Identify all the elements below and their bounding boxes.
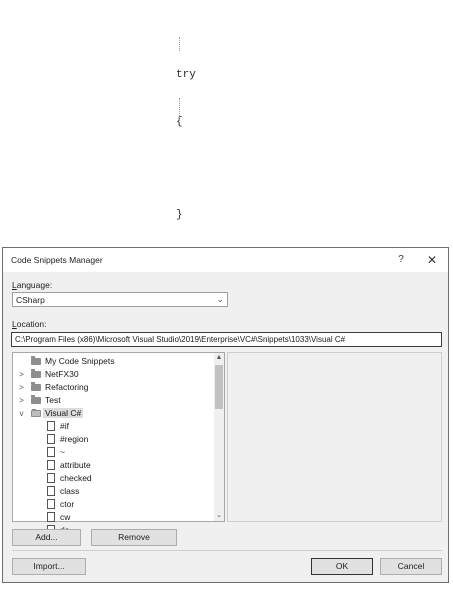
tree-item-label: #if (60, 421, 69, 431)
location-path: C:\Program Files (x86)\Microsoft Visual Studio\2019\Enterprise\VC#\Snippets\1033\Visual C# (15, 335, 346, 344)
title-bar (3, 248, 448, 272)
help-button[interactable]: ? (398, 254, 404, 265)
import-button[interactable] (12, 558, 86, 575)
tree-item-label: NetFX30 (45, 369, 79, 379)
tree-item-my-code-snippets[interactable] (13, 355, 213, 368)
tree-item-label: ~ (60, 447, 65, 457)
tree-item-snippet[interactable] (13, 459, 213, 472)
cancel-button[interactable] (380, 558, 442, 575)
scrollbar-thumb[interactable] (215, 365, 223, 409)
tree-item-snippet[interactable] (13, 498, 213, 511)
snippet-tree[interactable] (12, 352, 225, 522)
folder-icon (31, 371, 41, 378)
snippet-description-panel (227, 352, 442, 522)
scroll-up-icon[interactable]: ▲ (215, 354, 223, 361)
code-line: try (176, 69, 196, 81)
code-line: { (176, 115, 183, 128)
chevron-right-icon[interactable]: > (19, 396, 24, 405)
tree-item-netfx30[interactable] (13, 368, 213, 381)
location-path-field[interactable] (11, 332, 442, 347)
ok-button[interactable] (311, 558, 373, 575)
tree-item-label: attribute (60, 460, 91, 470)
tree-item-snippet[interactable] (13, 485, 213, 498)
tree-item-test[interactable] (13, 394, 213, 407)
tree-item-snippet[interactable] (13, 472, 213, 485)
tree-item-snippet[interactable] (13, 446, 213, 459)
tree-item-label: Refactoring (45, 382, 89, 392)
tree-item-visual-csharp[interactable] (13, 407, 213, 420)
chevron-down-icon[interactable]: v (19, 409, 24, 418)
tree-item-label: My Code Snippets (45, 356, 115, 366)
tree-item-label: #region (60, 434, 89, 444)
tree-item-label: class (60, 486, 80, 496)
chevron-right-icon[interactable]: > (19, 370, 24, 379)
chevron-right-icon[interactable]: > (19, 383, 24, 392)
tree-item-snippet[interactable] (13, 511, 213, 524)
dialog-title: Code Snippets Manager (11, 255, 103, 265)
import-button-label: Import... (33, 561, 65, 571)
folder-icon (31, 384, 41, 391)
remove-button[interactable] (91, 529, 177, 546)
language-label: Language: (12, 280, 53, 290)
add-button[interactable] (12, 529, 81, 546)
snippet-file-icon (47, 486, 55, 496)
snippet-file-icon (47, 421, 55, 431)
tree-item-refactoring[interactable] (13, 381, 213, 394)
tree-item-snippet[interactable] (13, 420, 213, 433)
open-folder-icon (31, 410, 41, 417)
snippet-file-icon (47, 460, 55, 470)
code-snippets-manager-dialog (2, 247, 449, 583)
snippet-file-icon (47, 434, 55, 444)
cancel-button-label: Cancel (397, 561, 425, 571)
language-value: CSharp (16, 295, 45, 305)
indent-guide (179, 37, 180, 51)
tree-item-label: ctor (60, 499, 75, 509)
snippet-file-icon (47, 473, 55, 483)
remove-button-label: Remove (118, 532, 150, 542)
chevron-down-icon: ⌄ (216, 294, 224, 304)
folder-icon (31, 397, 41, 404)
snippet-file-icon (47, 447, 55, 457)
tree-item-label: Test (45, 395, 61, 405)
tree-item-label: checked (60, 473, 92, 483)
code-line (176, 161, 290, 177)
tree-item-snippet[interactable] (13, 433, 213, 446)
tree-scrollbar[interactable] (214, 353, 224, 521)
add-button-label: Add... (35, 532, 58, 542)
tree-item-label: Visual C# (45, 408, 82, 418)
location-label: Location: (12, 319, 47, 329)
language-dropdown[interactable] (12, 292, 228, 307)
snippet-file-icon (47, 499, 55, 509)
close-button[interactable]: ✕ (426, 253, 438, 267)
tree-item-label: cw (60, 512, 71, 522)
divider (12, 550, 442, 551)
snippet-file-icon (47, 512, 55, 522)
folder-icon (31, 358, 41, 365)
scroll-down-icon[interactable]: ⌄ (216, 512, 222, 519)
indent-guide (179, 98, 180, 120)
ok-button-label: OK (335, 561, 349, 571)
code-line: } (176, 208, 183, 221)
